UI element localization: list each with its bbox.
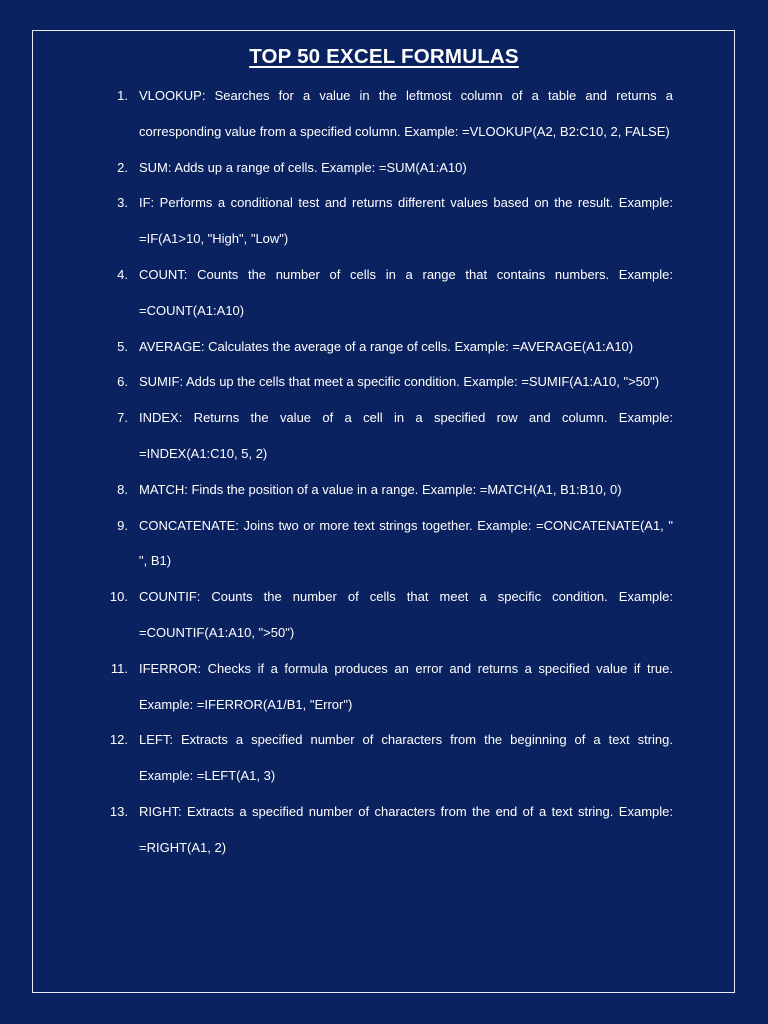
list-item-number: 10. — [109, 589, 128, 605]
list-item-text: SUM: Adds up a range of cells. Example: =SUM(A1:A10) — [139, 159, 467, 175]
list-item-text: MATCH: Finds the position of a value in a range. Example: =MATCH(A1, B1:B10, 0) — [139, 481, 622, 497]
list-item-number: 4. — [117, 266, 128, 282]
list-item-text: RIGHT: Extracts a specified number of characters from the end of a text string. Example: =RIGHT(A1, 2) — [139, 803, 673, 855]
list-item-text: LEFT: Extracts a specified number of characters from the beginning of a text string. Example: =LEFT(A1, 3) — [139, 732, 673, 784]
list-item-number: 9. — [117, 517, 128, 533]
list-item — [0, 78, 673, 150]
list-item-number: 8. — [117, 481, 128, 497]
list-item-text: IF: Performs a conditional test and returns different values based on the result. Example: =IF(A1>10, "High", "Low") — [139, 195, 673, 247]
list-item-number: 6. — [117, 374, 128, 390]
list-item — [0, 185, 673, 257]
list-item-text: INDEX: Returns the value of a cell in a specified row and column. Example: =INDEX(A1:C10, 5, 2) — [139, 410, 673, 461]
list-item-number: 3. — [117, 195, 128, 211]
list-item-text: IFERROR: Checks if a formula produces an error and returns a specified value if true. Example: =IFERROR(A1/B1, "Error") — [139, 660, 673, 712]
list-item — [0, 794, 673, 866]
list-item — [0, 579, 673, 651]
list-item-text: SUMIF: Adds up the cells that meet a specific condition. Example: =SUMIF(A1:A10, ">50") — [139, 374, 660, 390]
list-item-text: COUNTIF: Counts the number of cells that meet a specific condition. Example: =COUNTIF(A1:A10, ">50") — [139, 589, 673, 640]
list-item — [0, 722, 673, 794]
list-item-number: 1. — [117, 88, 128, 103]
list-item-text: VLOOKUP: Searches for a value in the leftmost column of a table and returns a corresponding value from a specified column. Example: =VLOOKUP(A2, B2:C10, 2, FALSE) — [139, 88, 673, 139]
list-item-text: COUNT: Counts the number of cells in a range that contains numbers. Example: =COUNT(A1:A10) — [139, 266, 673, 318]
list-item-number: 5. — [117, 338, 128, 354]
list-item-number: 12. — [109, 732, 128, 748]
formula-list — [0, 78, 768, 866]
list-item-number: 2. — [117, 159, 128, 175]
list-item-text: AVERAGE: Calculates the average of a range of cells. Example: =AVERAGE(A1:A10) — [139, 338, 634, 354]
list-item-number: 13. — [109, 803, 128, 819]
list-item-text: CONCATENATE: Joins two or more text strings together. Example: =CONCATENATE(A1, " ", B1) — [139, 517, 673, 569]
list-item — [0, 508, 673, 580]
list-item — [0, 150, 673, 186]
list-item — [0, 364, 673, 400]
page-title: TOP 50 EXCEL FORMULAS — [249, 45, 519, 68]
list-item — [0, 400, 673, 472]
list-item — [0, 472, 673, 508]
list-item-number: 11. — [110, 660, 128, 676]
list-item — [0, 651, 673, 723]
list-item — [0, 257, 673, 329]
list-item — [0, 329, 673, 365]
list-item-number: 7. — [117, 410, 128, 426]
